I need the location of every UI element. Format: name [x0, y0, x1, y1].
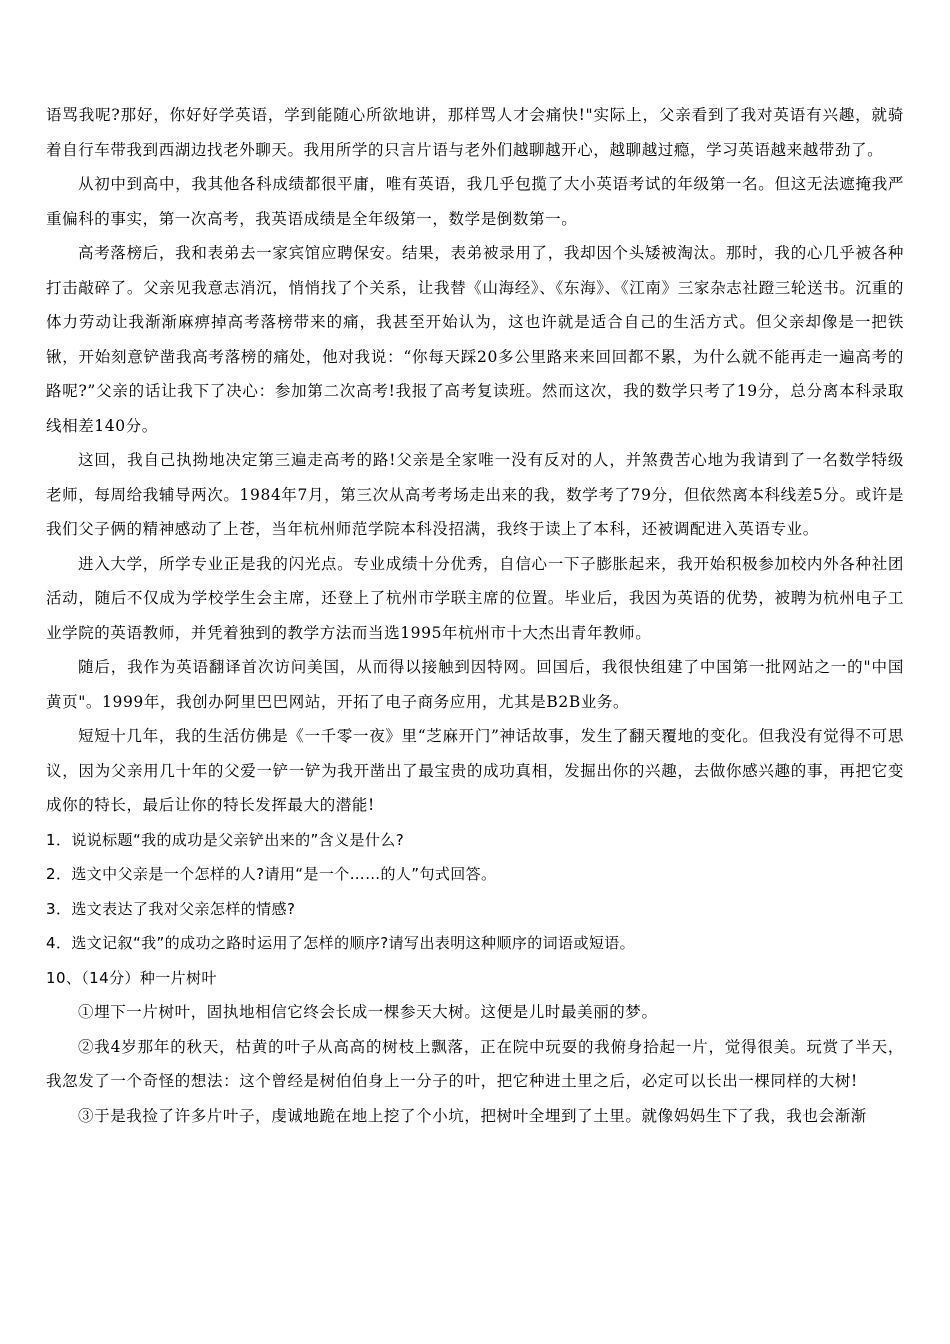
passage-paragraph-3: 高考落榜后，我和表弟去一家宾馆应聘保安。结果，表弟被录用了，我却因个头矮被淘汰。那时，我的心几乎被各种打击敲碎了。父亲见我意志消沉，悄悄找了个关系，让我替《山海经》、《东海》、《江南》三家杂志社蹬三轮送书。沉重的体力劳动让我渐渐麻痹掉高考落榜带来的痛，我甚至开始认为，这也许就是适合自己的生活方式。但父亲却像是一把铁锹，开始刻意铲凿我高考落榜的痛处，他对我说：“你每天踩20多公里路来来回回都不累，为什么就不能再走一遍高考的路呢?”父亲的话让我下了决心：参加第二次高考!我报了高考复读班。然而这次，我的数学只考了19分，总分离本科录取线相差140分。	[46, 244, 904, 435]
section-10-paragraph-3: ③于是我捡了许多片叶子，虔诚地跪在地上挖了个小坑，把树叶全埋到了土里。就像妈妈生下了我，我也会渐渐	[78, 1106, 867, 1125]
passage-paragraph-5: 进入大学，所学专业正是我的闪光点。专业成绩十分优秀，自信心一下子膨胀起来，我开始积极参加校内外各种社团活动，随后不仅成为学校学生会主席，还登上了杭州市学联主席的位置。毕业后，我因为英语的优势，被聘为杭州电子工业学院的英语教师，并凭着独到的教学方法而当选1995年杭州市十大杰出青年教师。	[46, 554, 904, 642]
passage-paragraph-7: 短短十几年，我的生活仿佛是《一千零一夜》里“芝麻开门”神话故事，发生了翻天覆地的变化。但我没有觉得不可思议，因为父亲用几十年的父爱一铲一铲为我开凿出了最宝贵的成功真相，发掘出你的兴趣，去做你感兴趣的事，再把它变成你的特长，最后让你的特长发挥最大的潜能!	[46, 727, 904, 814]
passage-paragraph-6: 随后，我作为英语翻译首次访问美国，从而得以接触到因特网。回国后，我很快组建了中国第一批网站之一的"中国黄页"。1999年，我创办阿里巴巴网站，开拓了电子商务应用，尤其是B2B业务。	[46, 658, 904, 711]
section-10-paragraph-2: ②我4岁那年的秋天，枯黄的叶子从高高的树枝上飘落，正在院中玩耍的我俯身拾起一片，觉得很美。玩赏了半天，我忽发了一个奇怪的想法：这个曾经是树伯伯身上一分子的叶，把它种进土里之后，必定可以长出一棵同样的大树!	[46, 1037, 904, 1090]
question-3: 3．选文表达了我对父亲怎样的情感?	[46, 899, 296, 918]
section-10-paragraph-1: ①埋下一片树叶，固执地相信它终会长成一棵参天大树。这便是儿时最美丽的梦。	[78, 1003, 658, 1021]
question-2: 2．选文中父亲是一个怎样的人?请用“是一个……的人”句式回答。	[46, 865, 497, 883]
question-4: 4．选文记叙“我”的成功之路时运用了怎样的顺序?请写出表明这种顺序的词语或短语。	[46, 934, 636, 952]
passage-paragraph-4: 这回，我自己执拗地决定第三遍走高考的路!父亲是全家唯一没有反对的人，并煞费苦心地为我请到了一名数学特级老师，每周给我辅导两次。1984年7月，第三次从高考考场走出来的我，数学考了79分，但依然离本科线差5分。或许是我们父子俩的精神感动了上苍，当年杭州师范学院本科没招满，我终于读上了本科，还被调配进入英语专业。	[46, 451, 904, 538]
question-1: 1．说说标题“我的成功是父亲铲出来的”含义是什么?	[46, 830, 405, 849]
section-10-title: 10、（14分）种一片树叶	[46, 968, 217, 987]
document-content	[46, 98, 904, 1133]
passage-paragraph-1: 语骂我呢?那好，你好好学英语，学到能随心所欲地讲，那样骂人才会痛快!"实际上，父亲看到了我对英语有兴趣，就骑着自行车带我到西湖边找老外聊天。我用所学的只言片语与老外们越聊越开心，越聊越过瘾，学习英语越来越带劲了。	[46, 106, 904, 159]
passage-paragraph-2: 从初中到高中，我其他各科成绩都很平庸，唯有英语，我几乎包揽了大小英语考试的年级第一名。但这无法遮掩我严重偏科的事实，第一次高考，我英语成绩是全年级第一，数学是倒数第一。	[46, 175, 904, 228]
